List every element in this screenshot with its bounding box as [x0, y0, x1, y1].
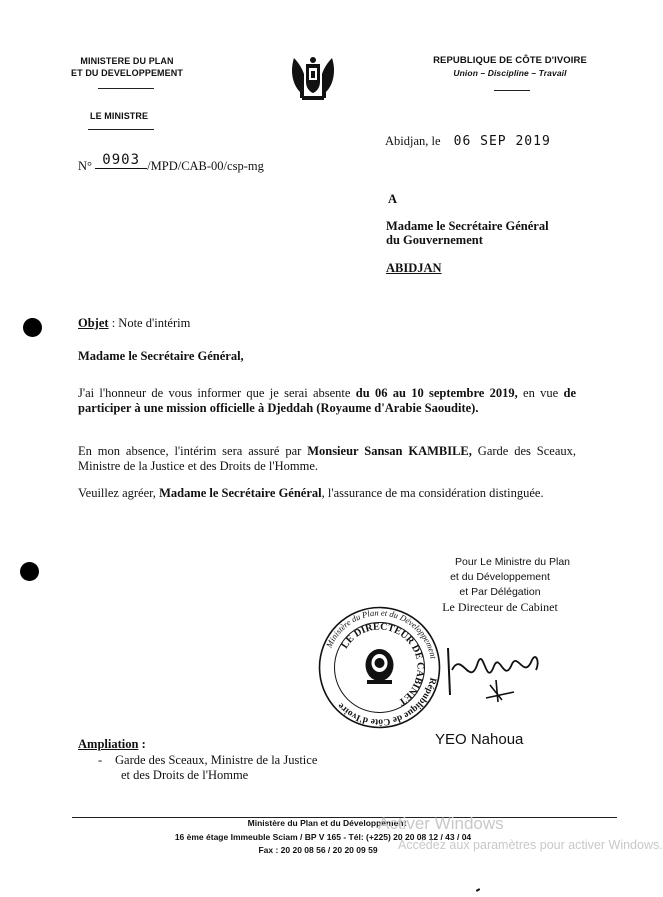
- body-paragraph-2: [78, 444, 576, 474]
- recipient-city: ABIDJAN: [386, 261, 442, 275]
- republic-title: REPUBLIQUE DE CÔTE D'IVOIRE: [433, 55, 587, 66]
- p1-text-c: en vue: [517, 386, 564, 400]
- activate-windows-title: Activer Windows: [378, 814, 504, 833]
- letter-date: 06 SEP 2019: [453, 134, 551, 149]
- reference-line: [78, 152, 264, 175]
- punch-hole-bottom: [20, 562, 39, 581]
- recipient-line2: du Gouvernement: [386, 233, 483, 247]
- stamp-inner-text: LE DIRECTEUR DE CABINET: [339, 621, 426, 708]
- subject-text: Note d'intérim: [118, 316, 191, 330]
- stamp-bottom-text: Ministère du Plan et du Développement: [323, 607, 439, 660]
- stamp-emblem-icon: [366, 649, 394, 684]
- ministry-header: [62, 55, 192, 79]
- body-paragraph-3: [78, 486, 576, 501]
- p2-text-c: Garde des Sceaux, Ministre de la Justice et des Droits de l'Homme.: [78, 444, 576, 473]
- ministry-line2: ET DU DEVELOPPEMENT: [71, 68, 183, 78]
- reference-number: 0903: [95, 153, 147, 169]
- handwritten-signature: [440, 640, 550, 710]
- signature-line1: Pour Le Ministre du Plan: [455, 556, 570, 568]
- reference-prefix: N°: [78, 159, 93, 173]
- minister-title: LE MINISTRE: [90, 111, 149, 121]
- punch-hole-top: [23, 318, 42, 337]
- signature-line4: Le Directeur de Cabinet: [442, 600, 558, 614]
- signature-line2: et du Développement: [450, 571, 550, 583]
- stamp-outer-text: République de Côte d'Ivoire: [336, 676, 438, 727]
- salutation: Madame le Secrétaire Général,: [78, 349, 244, 363]
- signer-name: YEO Nahoua: [435, 731, 524, 748]
- place-date: [385, 134, 551, 149]
- recipient-to: A: [388, 192, 398, 206]
- motto-rule: [494, 90, 530, 91]
- signature-line3: et Par Délégation: [459, 586, 541, 598]
- p2-text-a: En mon absence, l'intérim sera assuré par: [78, 444, 308, 458]
- footer-line2: 16 ème étage Immeuble Sciam / BP V 165 - Tél: (+225) 20 20 08 12 / 43 / 04: [174, 832, 472, 842]
- ministry-line1: MINISTERE DU PLAN: [80, 56, 174, 66]
- official-stamp: [317, 605, 442, 730]
- reference-code: /MPD/CAB-00/csp-mg: [147, 159, 264, 173]
- subject-label: Objet: [78, 316, 109, 330]
- footer-line3: Fax : 20 20 08 56 / 20 20 09 59: [258, 845, 378, 855]
- place-label: Abidjan, le: [385, 134, 441, 148]
- ampliation-dash: -: [98, 753, 103, 767]
- minister-rule: [88, 129, 154, 130]
- ampliation-sep: :: [138, 737, 146, 751]
- activate-windows-text: Accédez aux paramètres pour activer Windows.: [398, 838, 663, 852]
- p1-text-a: J'ai l'honneur de vous informer que je serai absente: [78, 386, 356, 400]
- recipient-line1: Madame le Secrétaire Général: [386, 219, 549, 233]
- p1-dates: du 06 au 10 septembre 2019,: [355, 386, 518, 400]
- p2-interim-name: Monsieur Sansan KAMBILE,: [307, 444, 472, 458]
- ampliation-label: Ampliation: [78, 737, 139, 751]
- ampliation-block: [78, 737, 378, 783]
- ampliation-item-line2: et des Droits de l'Homme: [121, 768, 249, 782]
- national-motto: Union – Discipline – Travail: [453, 68, 567, 78]
- subject-separator: :: [108, 316, 119, 330]
- p1-mission: de participer à une mission officielle à Djeddah (Royaume d'Arabie Saoudite).: [78, 386, 576, 415]
- p3-text-a: Veuillez agréer,: [78, 486, 160, 500]
- signature-block: [420, 555, 580, 615]
- coat-of-arms-icon: [288, 52, 338, 104]
- ampliation-item-line1: Garde des Sceaux, Ministre de la Justice: [115, 753, 318, 767]
- p3-addressee: Madame le Secrétaire Général: [159, 486, 322, 500]
- body-paragraph-1: [78, 386, 576, 416]
- header-rule-left: [98, 88, 154, 89]
- p3-text-c: , l'assurance de ma considération distinguée.: [321, 486, 544, 500]
- footer-line1: Ministère du Plan et du Développement: [247, 818, 407, 828]
- subject-line: [78, 316, 190, 331]
- stray-mark: [476, 888, 480, 892]
